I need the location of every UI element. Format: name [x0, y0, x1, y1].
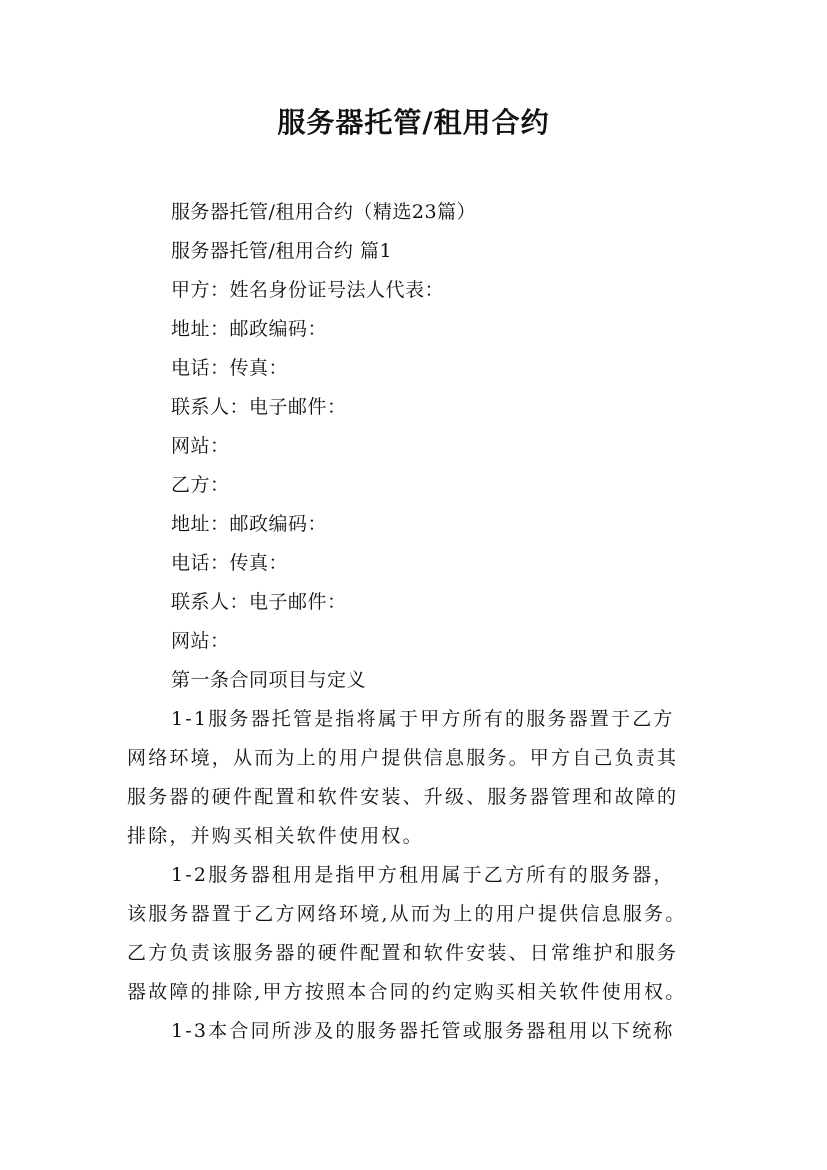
- party-b-website-line: 网站：: [171, 630, 230, 652]
- paragraph-line: 服务器的硬件配置和软件安装、升级、服务器管理和故障的: [127, 786, 679, 808]
- party-b-contact-line: 联系人：电子邮件：: [171, 591, 347, 613]
- paragraph-line: 该服务器置于乙方网络环境,从而为上的用户提供信息服务。: [127, 903, 687, 925]
- party-b-phone-line: 电话：传真：: [171, 552, 289, 574]
- article-heading: 第一条合同项目与定义: [171, 669, 367, 691]
- party-a-name-line: 甲方：姓名身份证号法人代表：: [171, 279, 445, 301]
- paragraph-line: 1-2服务器租用是指甲方租用属于乙方所有的服务器，: [171, 864, 675, 886]
- party-a-contact-line: 联系人：电子邮件：: [171, 396, 347, 418]
- document-title: 服务器托管/租用合约: [277, 106, 550, 139]
- paragraph-line: 器故障的排除,甲方按照本合同的约定购买相关软件使用权。: [127, 981, 687, 1003]
- party-b-address-line: 地址：邮政编码：: [171, 513, 328, 535]
- paragraph-line: 排除，并购买相关软件使用权。: [127, 825, 424, 847]
- contract-header-lines: [171, 193, 731, 700]
- subtitle-line: 服务器托管/租用合约（精选23篇）: [171, 201, 477, 223]
- contract-body: [127, 700, 707, 1051]
- section-heading: 服务器托管/租用合约 篇1: [171, 240, 393, 262]
- party-a-address-line: 地址：邮政编码：: [171, 318, 328, 340]
- paragraph-line: 乙方负责该服务器的硬件配置和软件安装、日常维护和服务: [127, 942, 679, 964]
- paragraph-line: 1-3本合同所涉及的服务器托管或服务器租用以下统称: [171, 1020, 675, 1042]
- party-b-name-line: 乙方：: [171, 474, 230, 496]
- paragraph-line: 1-1服务器托管是指将属于甲方所有的服务器置于乙方: [171, 708, 675, 730]
- paragraph-line: 网络环境，从而为上的用户提供信息服务。甲方自己负责其: [127, 747, 679, 769]
- party-a-website-line: 网站：: [171, 435, 230, 457]
- party-a-phone-line: 电话：传真：: [171, 357, 289, 379]
